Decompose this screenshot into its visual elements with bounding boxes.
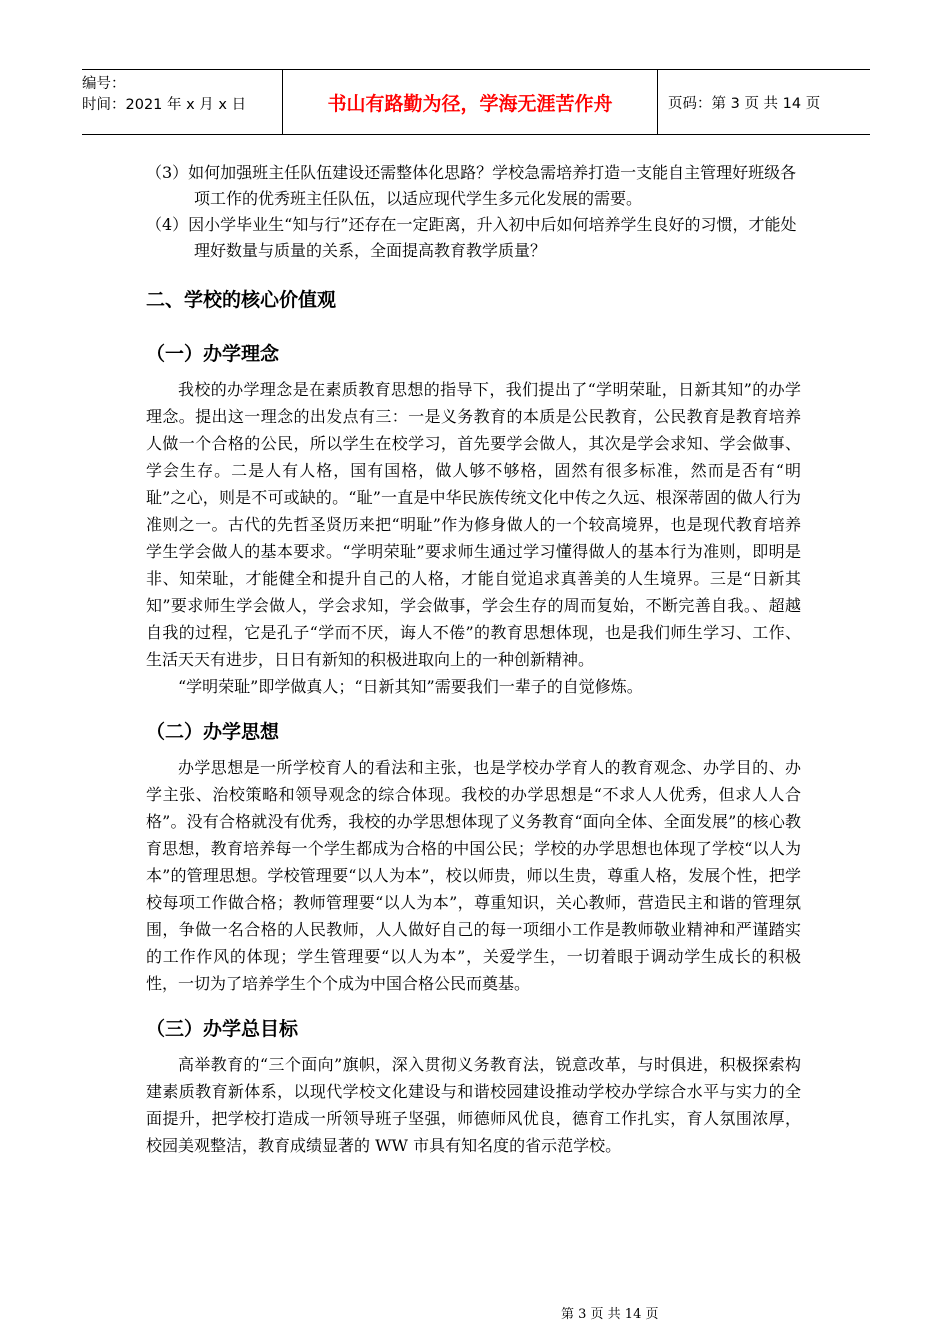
subsection-heading: （二）办学思想: [146, 721, 280, 743]
paragraph: 办学思想是一所学校育人的看法和主张，也是学校办学育人的教育观念、办学目的、办学主张、治校策略和领导观念的综合体现。我校的办学思想是“不求人人优秀，但求人人合格”。没有合格就没有优秀，我校的办学思想体现了义务教育“面向全体、全面发展”的核心教育思想，教育培养每一个学生都成为合格的中国公民；学校的办学思想也体现了学校“以人为本”的管理思想。学校管理要“以人为本”，校以师贵，师以生贵，尊重人格，发展个性，把学校每项工作做合格；教师管理要“以人为本”，尊重知识，关心教师，营造民主和谐的管理氛围，争做一名合格的人民教师，人人做好自己的每一项细小工作是教师敬业精神和严谨踏实的工作作风的体现；学生管理要“以人为本”，关爱学生，一切着眼于调动学生成长的积极性，一切为了培养学生个个成为中国合格公民而奠基。: [146, 758, 801, 993]
document-date-label: 时间：2021 年 x 月 x 日: [82, 97, 247, 113]
header-motto: 书山有路勤为径，学海无涯苦作舟: [282, 70, 658, 134]
header-page-number: 页码：第 3 页 共 14 页: [668, 95, 821, 112]
paragraph: 高举教育的“三个面向”旗帜，深入贯彻义务教育法，锐意改革，与时俱进，积极探索构建素质教育新体系，以现代学校文化建设与和谐校园建设推动学校办学综合水平与实力的全面提升，把学校打造成一所领导班子坚强，师德师风优良，德育工作扎实，育人氛围浓厚，校园美观整洁，教育成绩显著的 WW 市具有知名度的省示范学校。: [146, 1055, 801, 1155]
header-meta: [82, 70, 282, 134]
paragraph: “学明荣耻”即学做真人；“日新其知”需要我们一辈子的自觉修炼。: [178, 677, 643, 696]
subsection-heading: （一）办学理念: [146, 343, 280, 365]
list-item: （3）如何加强班主任队伍建设还需整体化思路？学校急需培养打造一支能自主管理好班级各项工作的优秀班主任队伍，以适应现代学生多元化发展的需要。: [146, 163, 797, 208]
page-footer: 第 3 页 共 14 页: [561, 1307, 659, 1322]
document-number-label: 编号：: [82, 76, 126, 92]
page-header: [82, 69, 870, 135]
subsection-heading: （三）办学总目标: [146, 1018, 299, 1040]
section-heading: 二、学校的核心价值观: [146, 289, 337, 311]
list-item: （4）因小学毕业生“知与行”还存在一定距离，升入初中后如何培养学生良好的习惯，才能处理好数量与质量的关系，全面提高教育教学质量？: [146, 215, 797, 260]
document-body: [146, 160, 801, 1159]
paragraph: 我校的办学理念是在素质教育思想的指导下，我们提出了“学明荣耻，日新其知”的办学理念。提出这一理念的出发点有三：一是义务教育的本质是公民教育，公民教育是教育培养人做一个合格的公民，所以学生在校学习，首先要学会做人，其次是学会求知、学会做事、学会生存。二是人有人格，国有国格，做人够不够格，固然有很多标准，然而是否有“明耻”之心，则是不可或缺的。“耻”一直是中华民族传统文化中传之久远、根深蒂固的做人行为准则之一。古代的先哲圣贤历来把“明耻”作为修身做人的一个较高境界，也是现代教育培养学生学会做人的基本要求。“学明荣耻”要求师生通过学习懂得做人的基本行为准则，即明是非、知荣耻，才能健全和提升自己的人格，才能自觉追求真善美的人生境界。三是“日新其知”要求师生学会做人，学会求知，学会做事，学会生存的周而复始，不断完善自我。、超越自我的过程，它是孔子“学而不厌，诲人不倦”的教育思想体现，也是我们师生学习、工作、生活天天有进步，日日有新知的积极进取向上的一种创新精神。: [146, 380, 801, 669]
